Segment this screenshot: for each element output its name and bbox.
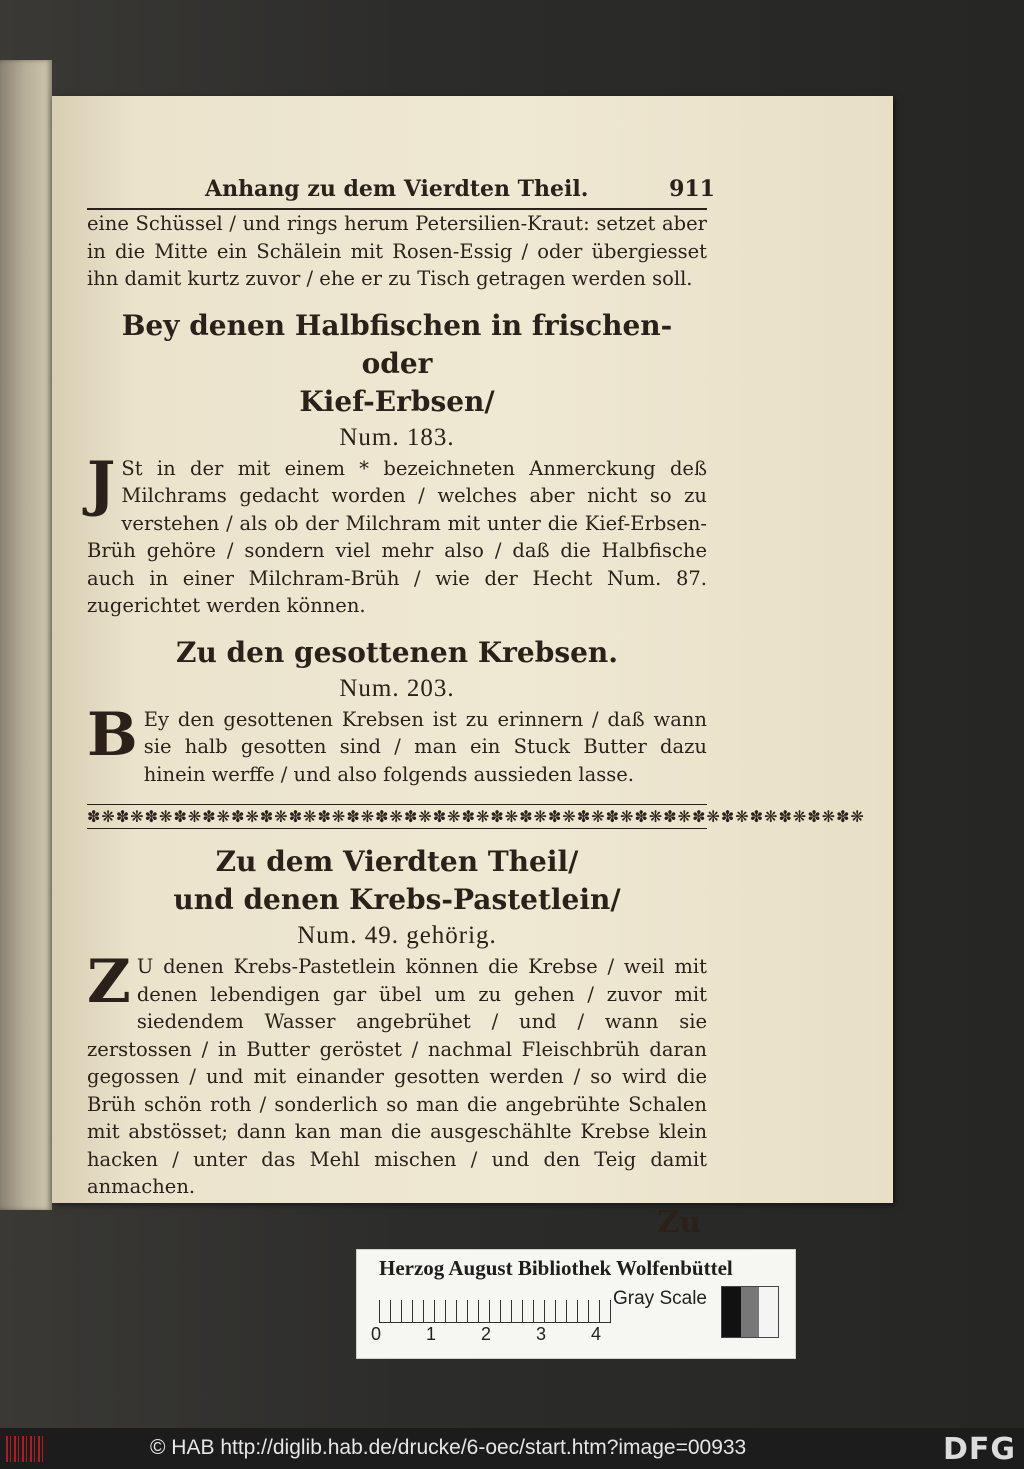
section-number: Num. 183.: [339, 423, 455, 451]
footer-bar: [0, 1428, 1024, 1469]
section-paragraph: [87, 947, 707, 1201]
book-page: [52, 96, 893, 1240]
heading-line: Kief-Erbsen/: [299, 384, 495, 418]
catchword: Zu: [657, 1204, 701, 1240]
gray-swatch-mid: [741, 1287, 760, 1337]
drop-capital: Z: [87, 947, 131, 1017]
drop-capital: B: [87, 699, 138, 770]
previous-page-edge: [0, 60, 52, 1210]
section-heading-vierdten-theil: [87, 843, 707, 919]
page-number: 911: [669, 176, 715, 202]
heading-line: und denen Krebs-Pastetlein/: [173, 883, 621, 916]
running-head-title: Anhang zu dem Vierdten Theil.: [205, 176, 589, 202]
ruler-tick-label: 2: [481, 1324, 492, 1344]
ornamental-divider: ✽❋✽❋✽❋✽❋✽❋✽❋✽❋✽❋✽❋✽❋✽❋✽❋✽❋✽❋✽❋✽❋✽❋✽❋✽❋✽❋✽❋✽❋✽❋✽❋✽❋✽❋✽❋: [87, 804, 707, 829]
ruler-tick-label: 1: [426, 1324, 437, 1344]
page-text-block: [87, 172, 865, 1240]
section-heading-krebsen: [87, 634, 707, 672]
dfg-logo: DFG: [942, 1432, 1016, 1467]
ruler-tick-label: 4: [591, 1324, 602, 1344]
section-number: Num. 49. gehörig.: [297, 922, 497, 949]
copyright-link[interactable]: © HAB http://diglib.hab.de/drucke/6-oec/start.htm?image=00933: [150, 1436, 747, 1459]
library-scale-card: [356, 1249, 796, 1359]
paragraph-text: Ey den gesottenen Krebsen ist zu erinnern / daß wann sie halb gesotten sind / man ein Stuck Butter dazu hinein werffe / und also folgends aussieden lasse.: [143, 707, 707, 786]
heading-line: Zu dem Vierdten Theil/: [215, 845, 579, 878]
section-paragraph: [87, 448, 707, 620]
ruler-tick-label: 3: [536, 1324, 547, 1344]
running-head: [87, 172, 715, 210]
gray-swatch-black: [722, 1287, 741, 1337]
library-name: Herzog August Bibliothek Wolfenbüttel: [379, 1256, 733, 1280]
barcode-icon: [6, 1436, 46, 1462]
drop-capital: J: [87, 448, 116, 519]
gray-swatch-white: [759, 1287, 778, 1337]
heading-line: Zu den gesottenen Krebsen.: [176, 635, 618, 669]
ruler-scale: [379, 1290, 611, 1323]
heading-line: Bey denen Halbfischen in frischen-oder: [121, 308, 673, 380]
gray-scale-swatches: [721, 1286, 779, 1338]
ruler-tick-label: 0: [371, 1324, 382, 1344]
paragraph-text: U denen Krebs-Pastetlein können die Krebse / weil mit denen lebendigen gar übel um zu gehen / zuvor mit siedendem Wasser angebrühet / und / wann sie zerstossen / in Butter geröstet / nachmal Fleischbrüh daran gegossen / und mit einander gesotten werden / so wird die Brüh schön roth / sonderlich so man die angebrühte Schalen mit abstösset; dann kan man die ausgeschählte Krebse klein hacken / unter das Mehl mischen / und den Teig damit anmachen.: [87, 955, 707, 1198]
paragraph-text: St in der mit einem * bezeichneten Anmerckung deß Milchrams gedacht worden / welches aber nicht so zu verstehen / als ob der Milchram mit unter die Kief-Erbsen-Brüh gehöre / sondern viel mehr also / daß die Halbfische auch in einer Milchram-Brüh / wie der Hecht Num. 87. zugerichtet werden können.: [87, 456, 707, 617]
gray-scale-label: Gray Scale: [613, 1288, 707, 1309]
section-paragraph: [87, 699, 707, 789]
intro-paragraph: eine Schüssel / und rings herum Petersilien-Kraut: setzet aber in die Mitte ein Schälein mit Rosen-Essig / oder übergiesset ihn damit kurtz zuvor / ehe er zu Tisch getragen werden soll.: [87, 212, 707, 290]
section-heading-halbfische: [87, 307, 707, 421]
section-number: Num. 203.: [339, 674, 455, 702]
